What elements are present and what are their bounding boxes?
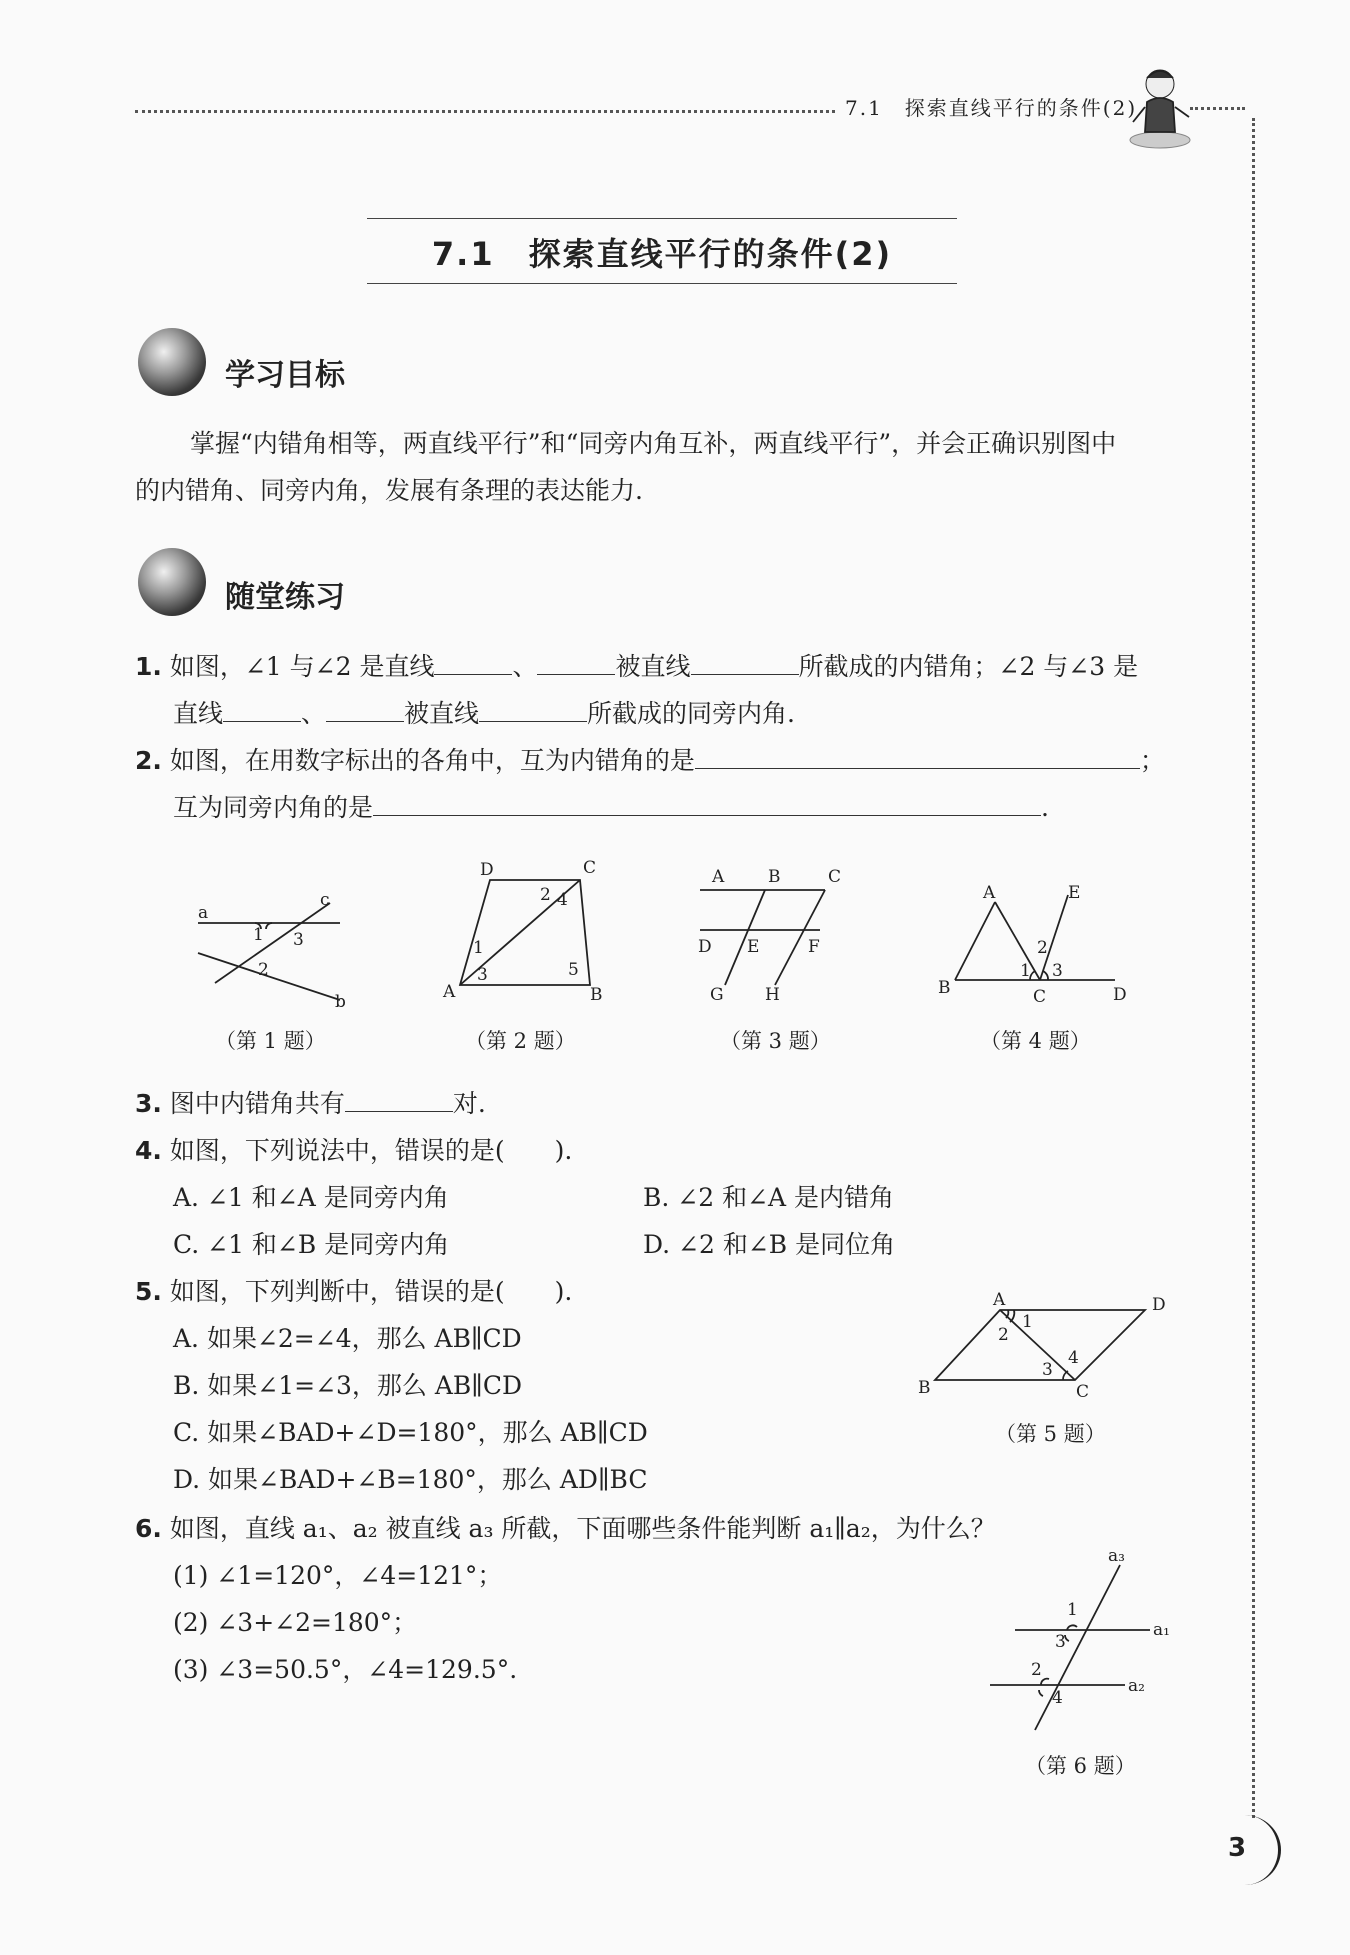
q5-option-a: A. 如果∠2=∠4，那么 AB∥CD (173, 1324, 522, 1353)
fig3-label: A (712, 867, 725, 887)
question-6 (135, 1505, 996, 1552)
figure-2-caption: （第 2 题） (465, 1029, 576, 1053)
question-4 (135, 1127, 572, 1174)
fig3-label: F (808, 937, 820, 957)
q1-text: 被直线 (404, 699, 480, 728)
figure-4 (930, 880, 1140, 1010)
question-5 (135, 1268, 572, 1315)
page-title-text: 7.1 探索直线平行的条件(2) (431, 235, 893, 273)
margin-dotted-rule (1252, 118, 1255, 1818)
question-3 (135, 1080, 486, 1127)
mascot-icon (1125, 62, 1195, 152)
q3-text: 对. (452, 1089, 486, 1118)
section-heading-goals: 学习目标 (225, 358, 345, 393)
question-number: 4. (135, 1136, 162, 1165)
q2-text: 互为同旁内角的是 (173, 793, 374, 822)
question-1-line2 (173, 690, 795, 737)
q4-option-a: A. ∠1 和∠A 是同旁内角 (173, 1183, 449, 1212)
fig2-label: 2 (540, 885, 551, 905)
fig5-label: 4 (1068, 1348, 1079, 1368)
fig5-label: D (1152, 1295, 1166, 1315)
fig4-label: B (938, 978, 951, 998)
q1-text: 、 (512, 652, 538, 681)
figure-2 (435, 855, 615, 1015)
fig2-label: 4 (557, 890, 568, 910)
fig5-label: 2 (998, 1325, 1009, 1345)
fig1-label: a (198, 903, 209, 923)
fig1-label: c (320, 890, 330, 910)
question-1 (135, 643, 1138, 690)
fig2-label: C (583, 858, 597, 878)
figure-4-caption: （第 4 题） (980, 1029, 1091, 1053)
answer-blank[interactable] (434, 646, 512, 675)
fig6-label: 4 (1052, 1688, 1063, 1708)
q1-text: 直线 (173, 699, 224, 728)
fig4-label: 2 (1037, 938, 1048, 958)
fig4-label: C (1033, 987, 1047, 1007)
fig2-label: A (443, 982, 456, 1002)
q1-text: 如图，∠1 与∠2 是直线 (169, 652, 435, 681)
fig2-label: D (480, 860, 494, 880)
fig2-label: 3 (477, 965, 488, 985)
q2-text: ； (1139, 746, 1165, 775)
fig6-label: 1 (1067, 1600, 1078, 1620)
figure-6 (985, 1545, 1175, 1745)
fig5-label: C (1076, 1382, 1090, 1402)
fig6-label: a₃ (1108, 1546, 1125, 1566)
figure-3-caption: （第 3 题） (720, 1029, 831, 1053)
fig6-label: 2 (1031, 1660, 1042, 1680)
fig4-label: 3 (1052, 961, 1063, 981)
fig1-label: 2 (258, 960, 269, 980)
goals-text-line2: 的内错角、同旁内角，发展有条理的表达能力. (135, 476, 643, 505)
fig3-label: E (747, 937, 760, 957)
fig3-label: C (828, 867, 842, 887)
q5-option-c: C. 如果∠BAD+∠D=180°，那么 AB∥CD (173, 1418, 648, 1447)
q5-option-d: D. 如果∠BAD+∠B=180°，那么 AD∥BC (173, 1465, 648, 1494)
question-number: 5. (135, 1277, 162, 1306)
fig3-label: G (710, 985, 724, 1005)
fig6-label: 3 (1055, 1632, 1066, 1652)
q4-option-d: D. ∠2 和∠B 是同位角 (643, 1230, 896, 1259)
fig1-label: 3 (293, 930, 304, 950)
figure-1-caption: （第 1 题） (215, 1029, 326, 1053)
q6-condition-1: (1) ∠1=120°，∠4=121°； (173, 1561, 503, 1590)
answer-blank[interactable] (537, 646, 615, 675)
q4-option-c: C. ∠1 和∠B 是同旁内角 (173, 1230, 450, 1259)
q6-condition-3: (3) ∠3=50.5°，∠4=129.5°. (173, 1655, 518, 1684)
section-heading-practice: 随堂练习 (225, 580, 345, 615)
answer-blank[interactable] (695, 740, 1140, 769)
fig2-label: 5 (568, 960, 579, 980)
fig4-label: D (1113, 985, 1127, 1005)
q1-text: 、 (301, 699, 327, 728)
q4-option-b: B. ∠2 和∠A 是内错角 (643, 1183, 895, 1212)
fig5-label: A (993, 1290, 1006, 1310)
question-number: 3. (135, 1089, 162, 1118)
figure-5-caption: （第 5 题） (995, 1422, 1106, 1446)
question-number: 2. (135, 746, 162, 775)
fig3-label: D (698, 937, 712, 957)
q1-text: 被直线 (615, 652, 691, 681)
fig1-label: 1 (253, 925, 264, 945)
q2-text: . (1041, 793, 1049, 822)
question-number: 6. (135, 1514, 162, 1543)
q4-stem: 如图，下列说法中，错误的是( ). (169, 1136, 573, 1165)
fig5-label: 3 (1042, 1360, 1053, 1380)
figure-6-caption: （第 6 题） (1025, 1754, 1136, 1778)
header-dotted-rule (135, 110, 835, 113)
q1-text: 所截成的同旁内角. (587, 699, 795, 728)
q5-stem: 如图，下列判断中，错误的是( ). (169, 1277, 573, 1306)
q5-option-b: B. 如果∠1=∠3，那么 AB∥CD (173, 1371, 523, 1400)
figure-1 (190, 885, 360, 1015)
running-header (135, 92, 1240, 122)
q1-text: 所截成的内错角；∠2 与∠3 是 (798, 652, 1139, 681)
page-title (367, 218, 957, 284)
answer-blank[interactable] (345, 1083, 453, 1112)
q2-text: 如图，在用数字标出的各角中，互为内错角的是 (169, 746, 695, 775)
section-ball-icon (138, 328, 206, 396)
answer-blank[interactable] (691, 646, 799, 675)
answer-blank[interactable] (326, 693, 404, 722)
q3-text: 图中内错角共有 (169, 1089, 345, 1118)
fig4-label: E (1068, 883, 1081, 903)
question-number: 1. (135, 652, 162, 681)
page-number: 3 (1228, 1833, 1247, 1863)
fig5-label: 1 (1022, 1312, 1033, 1332)
fig6-label: a₂ (1128, 1676, 1145, 1696)
section-globe-icon (138, 548, 206, 616)
question-2-line2 (173, 784, 1049, 831)
answer-blank[interactable] (373, 787, 1041, 816)
fig4-label: 1 (1020, 961, 1031, 981)
fig5-label: B (918, 1378, 931, 1398)
q6-condition-2: (2) ∠3+∠2=180°； (173, 1608, 418, 1637)
fig1-label: b (335, 992, 346, 1012)
fig4-label: A (983, 883, 996, 903)
answer-blank[interactable] (223, 693, 301, 722)
goals-text-line1: 掌握“内错角相等，两直线平行”和“同旁内角互补，两直线平行”，并会正确识别图中 (190, 429, 1117, 458)
fig6-label: a₁ (1153, 1620, 1170, 1640)
figure-5 (910, 1285, 1180, 1410)
fig2-label: B (590, 985, 603, 1005)
header-dotted-rule-right (1190, 107, 1245, 110)
fig2-label: 1 (473, 938, 484, 958)
fig3-label: H (765, 985, 780, 1005)
answer-blank[interactable] (479, 693, 587, 722)
running-title: 7.1 探索直线平行的条件(2) (845, 96, 1138, 120)
fig3-label: B (768, 867, 781, 887)
question-2 (135, 737, 1165, 784)
figure-3 (690, 860, 860, 1010)
q6-stem: 如图，直线 a₁、a₂ 被直线 a₃ 所截，下面哪些条件能判断 a₁∥a₂，为什么？ (169, 1514, 996, 1543)
